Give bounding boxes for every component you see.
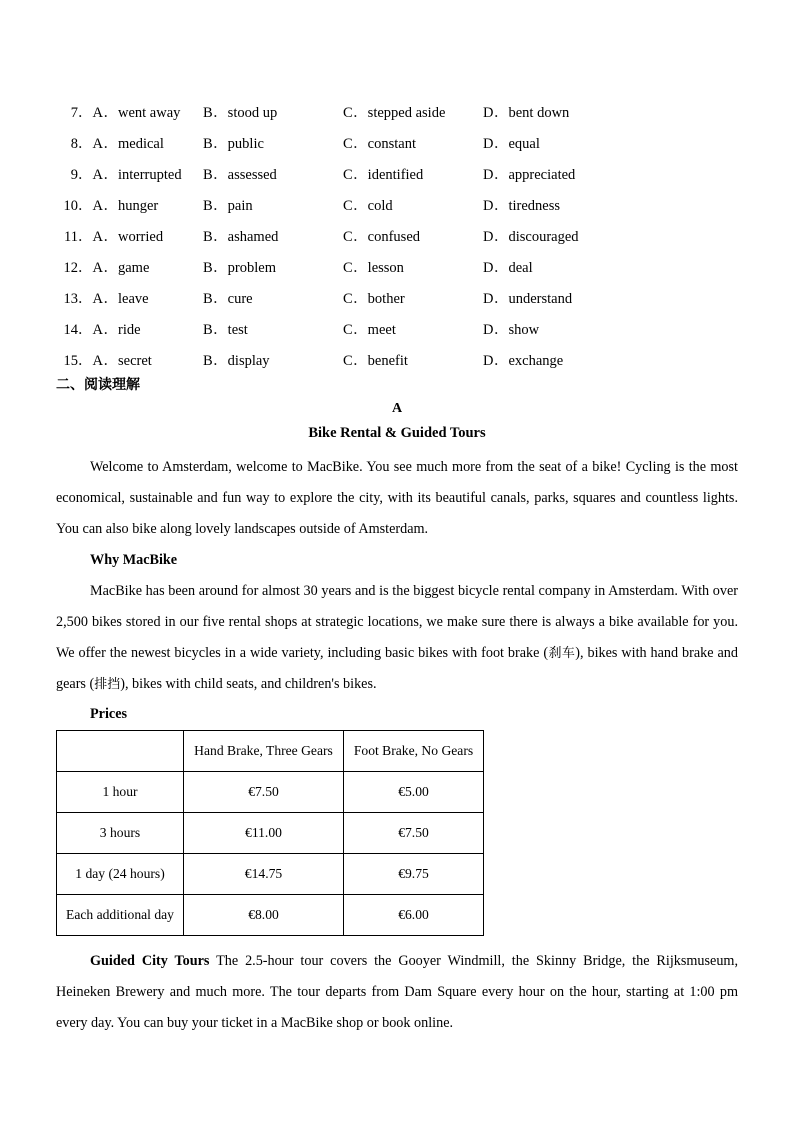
question-separator: ． (78, 105, 93, 121)
option-text: deal (508, 260, 533, 276)
why-text-part1: MacBike has been around for almost 30 years and is the biggest bicycle rental company in Amsterdam. With over 2,500 bikes stored in our five rental shops at strategic locations, we make sure there is always a bike available for you. We offer the newest bicycles in a wide variety, including basic bikes with foot brake ( (56, 583, 738, 661)
option-separator: ． (103, 105, 118, 121)
option-letter: B (203, 322, 214, 338)
cell-hand-brake-price: €8.00 (184, 895, 344, 936)
question-number: 15 (63, 353, 78, 369)
option-letter: D (483, 167, 494, 183)
header-cell-empty (57, 731, 184, 772)
option-separator: ． (213, 167, 228, 183)
option-separator: ． (493, 260, 509, 276)
mcq-option-a[interactable] (56, 284, 149, 315)
why-text-part2: ), bikes with hand brake and gears ( (56, 645, 738, 692)
paragraph-guided-tours (56, 946, 738, 1039)
guided-tours-lead: Guided City Tours (90, 953, 210, 969)
option-letter: B (203, 260, 214, 276)
price-table (56, 730, 484, 936)
guided-tours-body: The 2.5-hour tour covers the Gooyer Windmill, the Skinny Bridge, the Rijksmuseum, Heineken Brewery and much more. The tour departs from Dam Square every hour on the hour, starting at 1:00 pm every day. You can buy your ticket in a MacBike shop or book online. (56, 953, 738, 1031)
cell-foot-brake-price: €9.75 (344, 854, 484, 895)
option-letter: B (203, 167, 214, 183)
table-row (57, 813, 484, 854)
paragraph-intro: Welcome to Amsterdam, welcome to MacBike. You see much more from the seat of a bike! Cycling is the most economical, sustainable and fun way to explore the city, with its beautiful canals, parks, squares and countless lights. You can also bike along lovely landscapes outside of Amsterdam. (56, 459, 738, 537)
mcq-option-d[interactable] (483, 160, 575, 191)
option-letter: D (483, 291, 494, 307)
option-separator: ． (353, 353, 368, 369)
mcq-option-b[interactable] (203, 315, 248, 346)
cell-foot-brake-price: €5.00 (344, 772, 484, 813)
option-letter: C (343, 291, 354, 307)
option-letter: C (343, 322, 354, 338)
mcq-option-b[interactable] (203, 253, 276, 284)
prices-heading: Prices (90, 706, 128, 722)
option-separator: ． (493, 291, 509, 307)
option-letter: C (343, 136, 354, 152)
mcq-option-c[interactable] (343, 129, 416, 160)
guided-tours-section (56, 946, 738, 1039)
option-letter: A (92, 105, 104, 121)
passage-body (56, 452, 738, 700)
option-separator: ． (103, 291, 118, 307)
passage-title: Bike Rental & Guided Tours (308, 425, 486, 441)
mcq-row (56, 253, 738, 284)
option-text: meet (367, 322, 396, 338)
option-separator: ． (353, 136, 368, 152)
mcq-row (56, 191, 738, 222)
mcq-option-a[interactable] (56, 253, 149, 284)
mcq-option-b[interactable] (203, 129, 264, 160)
option-letter: A (92, 322, 104, 338)
cell-foot-brake-price: €6.00 (344, 895, 484, 936)
annotation-brake-chinese: 刹车 (548, 646, 576, 661)
mcq-option-c[interactable] (343, 315, 396, 346)
mcq-row (56, 315, 738, 346)
mcq-option-d[interactable] (483, 129, 540, 160)
question-separator: ． (78, 291, 93, 307)
option-text: pain (227, 198, 253, 214)
question-separator: ． (78, 260, 93, 276)
option-separator: ． (353, 260, 368, 276)
header-cell-hand-brake: Hand Brake, Three Gears (184, 731, 344, 772)
mcq-option-a[interactable] (56, 160, 182, 191)
mcq-option-a[interactable] (56, 315, 141, 346)
cell-hand-brake-price: €7.50 (184, 772, 344, 813)
option-separator: ． (213, 105, 228, 121)
cell-hand-brake-price: €14.75 (184, 854, 344, 895)
table-row (57, 854, 484, 895)
option-letter: D (483, 353, 494, 369)
option-text: cure (227, 291, 253, 307)
option-separator: ． (103, 260, 118, 276)
option-text: constant (367, 136, 416, 152)
cell-duration: 1 hour (57, 772, 184, 813)
option-letter: B (203, 229, 214, 245)
option-separator: ． (213, 291, 228, 307)
option-text: equal (508, 136, 540, 152)
mcq-option-b[interactable] (203, 346, 270, 377)
mcq-option-c[interactable] (343, 98, 445, 129)
mcq-option-d[interactable] (483, 253, 533, 284)
cell-duration: 1 day (24 hours) (57, 854, 184, 895)
option-text: assessed (227, 167, 277, 183)
table-row (57, 772, 484, 813)
option-letter: D (483, 260, 494, 276)
paragraph-why-macbike (56, 576, 738, 700)
question-number: 8 (70, 136, 78, 152)
mcq-option-b[interactable] (203, 284, 253, 315)
cell-duration: Each additional day (57, 895, 184, 936)
option-text: problem (227, 260, 276, 276)
option-separator: ． (103, 136, 118, 152)
option-letter: B (203, 198, 214, 214)
mcq-row (56, 346, 738, 377)
option-separator: ． (353, 105, 368, 121)
option-text: ashamed (227, 229, 279, 245)
section-heading-reading-comprehension: 二、阅读理解 (56, 377, 140, 393)
option-separator: ． (493, 198, 509, 214)
subheading-why-macbike: Why MacBike (90, 552, 178, 568)
option-text: medical (117, 136, 164, 152)
option-letter: C (343, 198, 354, 214)
question-number: 10 (63, 198, 78, 214)
option-letter: D (483, 198, 494, 214)
mcq-option-a[interactable] (56, 346, 152, 377)
question-separator: ． (78, 136, 93, 152)
option-separator: ． (353, 229, 368, 245)
question-number: 9 (70, 167, 78, 183)
option-text: lesson (367, 260, 404, 276)
mcq-option-a[interactable] (56, 129, 164, 160)
option-text: hunger (117, 198, 159, 214)
header-cell-foot-brake: Foot Brake, No Gears (344, 731, 484, 772)
mcq-option-d[interactable] (483, 191, 560, 222)
option-separator: ． (493, 167, 509, 183)
option-letter: A (92, 229, 104, 245)
option-letter: D (483, 229, 494, 245)
question-separator: ． (78, 322, 93, 338)
option-letter: C (343, 167, 354, 183)
option-text: discouraged (508, 229, 579, 245)
option-separator: ． (353, 167, 368, 183)
table-header-row (57, 731, 484, 772)
cell-duration: 3 hours (57, 813, 184, 854)
mcq-option-d[interactable] (483, 284, 572, 315)
mcq-option-c[interactable] (343, 346, 408, 377)
question-separator: ． (78, 353, 93, 369)
mcq-option-d[interactable] (483, 346, 563, 377)
option-separator: ． (213, 322, 228, 338)
mcq-row (56, 98, 738, 129)
option-letter: A (92, 198, 104, 214)
mcq-option-b[interactable] (203, 98, 277, 129)
option-letter: B (203, 136, 214, 152)
option-text: bother (367, 291, 405, 307)
option-separator: ． (103, 229, 118, 245)
mcq-option-b[interactable] (203, 191, 253, 222)
question-number: 7 (70, 105, 78, 121)
option-letter: C (343, 353, 354, 369)
mcq-option-c[interactable] (343, 222, 420, 253)
question-number: 12 (63, 260, 78, 276)
passage-label: A (391, 401, 403, 416)
question-number: 11 (64, 229, 78, 245)
option-separator: ． (103, 322, 118, 338)
option-separator: ． (493, 136, 509, 152)
option-text: public (227, 136, 264, 152)
option-text: appreciated (508, 167, 576, 183)
option-text: exchange (508, 353, 564, 369)
option-text: leave (117, 291, 149, 307)
question-separator: ． (78, 167, 93, 183)
option-letter: B (203, 105, 214, 121)
option-separator: ． (213, 229, 228, 245)
mcq-option-b[interactable] (203, 222, 278, 253)
question-separator: ． (78, 229, 93, 245)
table-row (57, 895, 484, 936)
option-letter: A (92, 353, 104, 369)
option-text: secret (117, 353, 152, 369)
option-letter: A (92, 167, 104, 183)
mcq-option-d[interactable] (483, 315, 539, 346)
option-text: ride (117, 322, 141, 338)
mcq-option-a[interactable] (56, 222, 163, 253)
option-separator: ． (353, 198, 368, 214)
option-text: went away (117, 105, 181, 121)
option-letter: D (483, 105, 494, 121)
option-separator: ． (353, 291, 368, 307)
mcq-option-b[interactable] (203, 160, 277, 191)
option-text: identified (367, 167, 424, 183)
option-text: display (227, 353, 270, 369)
option-text: bent down (508, 105, 570, 121)
option-text: stood up (227, 105, 278, 121)
option-separator: ． (493, 353, 509, 369)
multiple-choice-list (56, 98, 738, 377)
option-letter: C (343, 229, 354, 245)
option-letter: A (92, 291, 104, 307)
option-separator: ． (213, 260, 228, 276)
question-number: 13 (63, 291, 78, 307)
mcq-option-a[interactable] (56, 191, 158, 222)
option-text: show (508, 322, 540, 338)
mcq-row (56, 222, 738, 253)
mcq-option-d[interactable] (483, 98, 569, 129)
option-text: confused (367, 229, 421, 245)
mcq-option-c[interactable] (343, 253, 404, 284)
option-letter: D (483, 322, 494, 338)
option-text: test (227, 322, 248, 338)
option-separator: ． (213, 198, 228, 214)
mcq-row (56, 160, 738, 191)
mcq-row (56, 284, 738, 315)
option-letter: C (343, 260, 354, 276)
option-text: tiredness (508, 198, 561, 214)
option-separator: ． (493, 322, 509, 338)
option-text: worried (117, 229, 164, 245)
option-text: cold (367, 198, 393, 214)
mcq-row (56, 129, 738, 160)
option-text: game (117, 260, 150, 276)
option-separator: ． (213, 136, 228, 152)
question-separator: ． (78, 198, 93, 214)
option-separator: ． (103, 198, 118, 214)
option-text: benefit (367, 353, 408, 369)
option-separator: ． (493, 229, 509, 245)
question-number: 14 (63, 322, 78, 338)
mcq-option-c[interactable] (343, 284, 405, 315)
option-letter: A (92, 136, 104, 152)
annotation-gears-chinese: 排挡 (94, 677, 121, 692)
mcq-option-c[interactable] (343, 160, 423, 191)
mcq-option-a[interactable] (56, 98, 180, 129)
option-text: stepped aside (367, 105, 446, 121)
option-letter: C (343, 105, 354, 121)
option-letter: B (203, 353, 214, 369)
mcq-option-d[interactable] (483, 222, 579, 253)
why-text-part3: ), bikes with child seats, and children's bikes. (120, 676, 377, 692)
option-letter: A (92, 260, 104, 276)
option-separator: ． (493, 105, 509, 121)
cell-foot-brake-price: €7.50 (344, 813, 484, 854)
option-separator: ． (103, 167, 118, 183)
option-text: interrupted (117, 167, 182, 183)
option-letter: B (203, 291, 214, 307)
option-letter: D (483, 136, 494, 152)
option-separator: ． (353, 322, 368, 338)
option-separator: ． (103, 353, 118, 369)
cell-hand-brake-price: €11.00 (184, 813, 344, 854)
option-separator: ． (213, 353, 228, 369)
mcq-option-c[interactable] (343, 191, 393, 222)
option-text: understand (508, 291, 573, 307)
